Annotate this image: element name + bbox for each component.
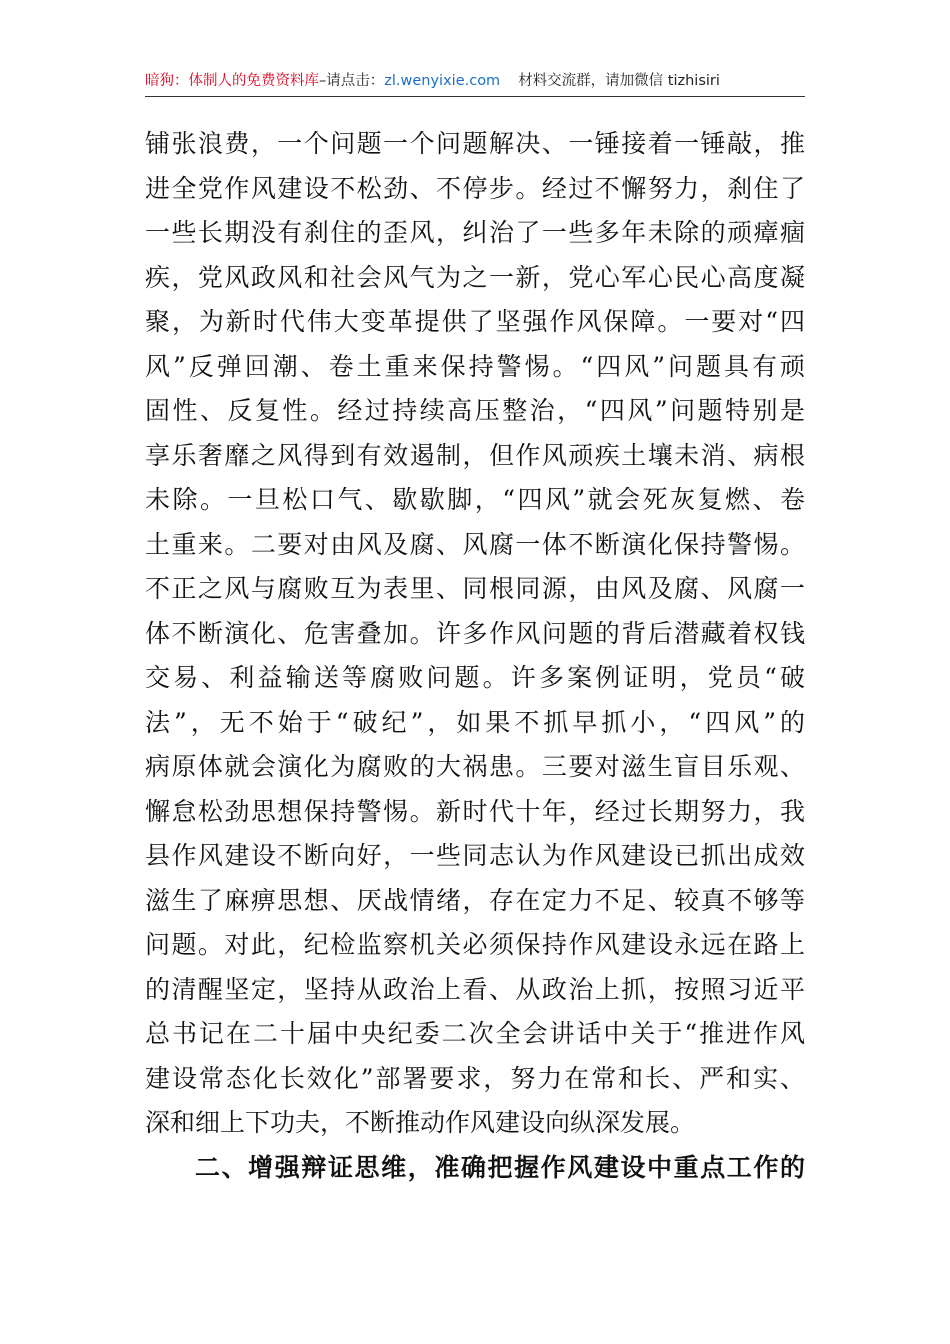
body-line: 法”，无不始于“破纪”，如果不抓早抓小，“四风”的 <box>145 707 805 737</box>
body-line: 问题。对此，纪检监察机关必须保持作风建设永远在路上 <box>145 930 805 959</box>
body-line: 疾，党风政风和社会风气为之一新，党心军心民心高度凝 <box>145 262 805 292</box>
header-site-name: 暗狗：体制人的免费资料库 <box>145 73 319 89</box>
body-line: 固性、反复性。经过持续高压整治，“四风”问题特别是 <box>145 396 805 425</box>
body-line: 聚，为新时代伟大变革提供了坚强作风保障。一要对“四 <box>145 307 805 336</box>
body-line: 土重来。二要对由风及腐、风腐一体不断演化保持警惕。 <box>145 529 805 559</box>
body-line: 享乐奢靡之风得到有效遏制，但作风顽疾土壤未消、病根 <box>145 440 805 470</box>
body-line: 不正之风与腐败互为表里、同根同源，由风及腐、风腐一 <box>145 574 805 603</box>
header-divider <box>145 96 805 97</box>
body-line: 风”反弹回潮、卷土重来保持警惕。“四风”问题具有顽 <box>145 351 805 381</box>
body-line: 建设常态化长效化”部署要求，努力在常和长、严和实、 <box>145 1063 805 1093</box>
body-line: 进全党作风建设不松劲、不停步。经过不懈努力，刹住了 <box>145 173 805 203</box>
body-line: 体不断演化、危害叠加。许多作风问题的背后潜藏着权钱 <box>145 618 805 648</box>
body-line: 滋生了麻痹思想、厌战情绪，存在定力不足、较真不够等 <box>145 885 805 915</box>
body-line: 病原体就会演化为腐败的大祸患。三要对滋生盲目乐观、 <box>145 752 805 781</box>
body-line: 的清醒坚定，坚持从政治上看、从政治上抓，按照习近平 <box>145 974 805 1004</box>
body-line: 深和细上下功夫，不断推动作风建设向纵深发展。 <box>145 1108 696 1137</box>
body-line: 交易、利益输送等腐败问题。许多案例证明，党员“破 <box>145 663 805 692</box>
header-url-link[interactable]: zl.wenyixie.com <box>384 73 501 89</box>
header-link-prompt: –请点击： <box>319 73 385 89</box>
body-line: 铺张浪费，一个问题一个问题解决、一锤接着一锤敲，推 <box>145 129 805 158</box>
header-group-note: 材料交流群，请加微信 tizhisiri <box>518 73 720 89</box>
body-line: 县作风建设不断向好，一些同志认为作风建设已抓出成效 <box>145 841 805 870</box>
page-header <box>145 68 805 94</box>
body-line: 总书记在二十届中央纪委二次全会讲话中关于“推进作风 <box>145 1019 805 1048</box>
body-line: 懈怠松劲思想保持警惕。新时代十年，经过长期努力，我 <box>145 796 805 826</box>
body-line: 未除。一旦松口气、歇歇脚，“四风”就会死灰复燃、卷 <box>145 485 805 514</box>
section-heading: 二、增强辩证思维，准确把握作风建设中重点工作的 <box>195 1152 805 1182</box>
body-line: 一些长期没有刹住的歪风，纠治了一些多年未除的顽瘴痼 <box>145 218 805 247</box>
document-body <box>145 122 805 1190</box>
